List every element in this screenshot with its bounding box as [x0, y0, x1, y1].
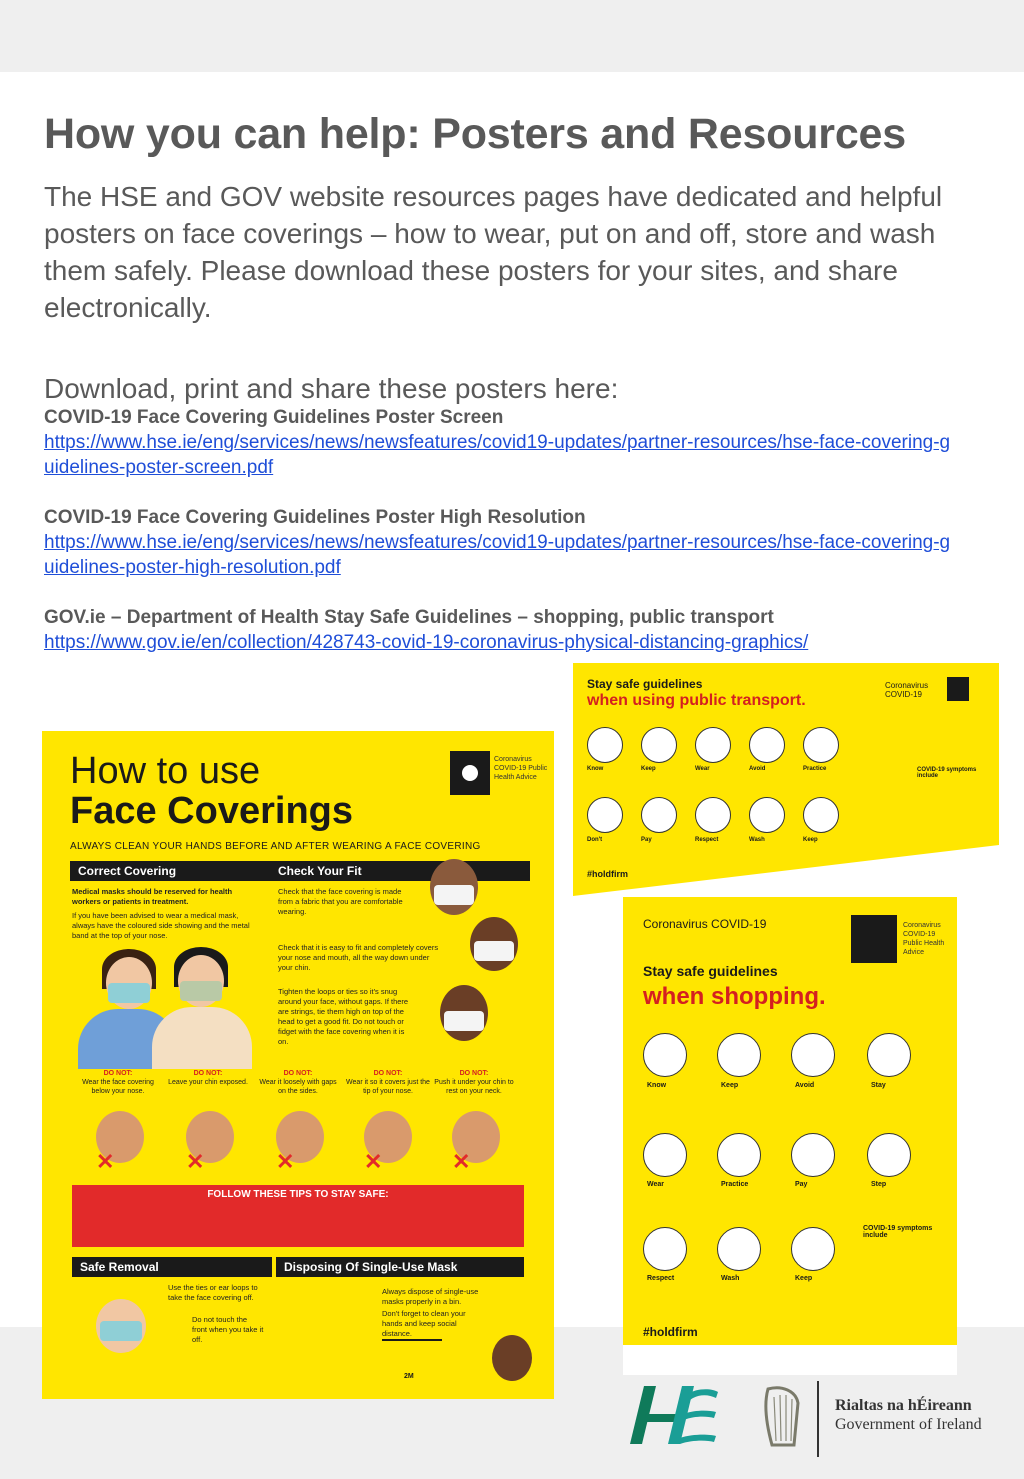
shopping-poster	[623, 897, 957, 1375]
fit-tip-2: Check that it is easy to fit and completely covers your nose and mouth, all the way down under your chin.	[278, 943, 439, 972]
transport-label: Respect	[695, 837, 719, 843]
distance-icon	[867, 1033, 911, 1077]
face-mask	[108, 983, 150, 1003]
shopping-logo-text: Coronavirus COVID-19 Public Health Advice	[903, 922, 945, 956]
poster-title-line1: How to use	[70, 750, 261, 792]
hse-logo-icon	[622, 1380, 722, 1452]
fit-tip-3: Tighten the loops or ties so it's snug around your face, without gaps. If there are strings, tie them high on top of the head to get a good fit. Do not touch or fidget with the face covering when it is on.	[278, 987, 409, 1046]
cross-icon: ✕	[364, 1149, 383, 1174]
face-coverings-poster	[42, 731, 554, 1399]
face-mask	[180, 981, 222, 1001]
figure-body	[152, 1007, 252, 1069]
transport-label: Practice	[803, 766, 827, 772]
top-bar	[0, 0, 1024, 72]
public-transport-poster	[573, 663, 999, 896]
shopping-title-1: Stay safe guidelines	[643, 963, 778, 979]
transport-symptoms: COVID-19 symptoms include	[917, 767, 977, 779]
shopping-label: Know	[647, 1082, 667, 1089]
crowd-icon	[791, 1033, 835, 1077]
main-content	[44, 108, 994, 655]
transport-label: Avoid	[749, 766, 766, 772]
card-payment-icon	[643, 1227, 687, 1271]
page-title: How you can help: Posters and Resources	[44, 110, 906, 158]
poster-footer-band	[623, 1345, 957, 1375]
disposing-bar: Disposing Of Single-Use Mask	[276, 1257, 524, 1277]
thermometer-icon	[587, 727, 623, 763]
respect-icon	[695, 797, 731, 833]
download-heading: Download, print and share these posters here:	[44, 373, 619, 404]
transport-label: Wash	[749, 837, 765, 843]
removal-text-1: Use the ties or ear loops to take the face covering off.	[168, 1283, 258, 1302]
shopping-hashtag: #holdfirm	[643, 1325, 698, 1339]
no-touch-icon	[749, 727, 785, 763]
covid-virus-icon	[450, 751, 490, 795]
poster-logo-text: Coronavirus COVID-19 Public Health Advice	[494, 756, 548, 781]
resource-link-high-res[interactable]: https://www.hse.ie/eng/services/news/newsfeatures/covid19-updates/partner-resources/hse-face-covering-guidelines-poster-high-resolution.pdf	[44, 532, 951, 578]
dispose-text-2: Don't forget to clean your hands and keep social distance.	[382, 1309, 466, 1338]
shopping-label: Wear	[647, 1181, 664, 1188]
face-mask	[444, 1011, 484, 1031]
distance-label: 2M	[404, 1373, 414, 1380]
transport-title-2: when using public transport.	[587, 692, 806, 709]
resource-link-gov[interactable]: https://www.gov.ie/en/collection/428743-covid-19-coronavirus-physical-distancing-graphics/	[44, 632, 809, 653]
hand-wash-icon	[749, 797, 785, 833]
cross-icon: ✕	[186, 1149, 205, 1174]
transport-hashtag: #holdfirm	[587, 869, 629, 879]
shopping-label: Respect	[647, 1275, 675, 1282]
face-mask-icon	[643, 1133, 687, 1177]
poster-title-line2: Face Coverings	[70, 790, 353, 832]
shopping-label: Wash	[721, 1275, 740, 1282]
shopping-label: Avoid	[795, 1082, 815, 1089]
check-fit-bar: Check Your Fit	[270, 861, 530, 881]
cross-icon: ✕	[276, 1149, 295, 1174]
transport-label: Pay	[641, 837, 652, 843]
medical-advice: If you have been advised to wear a medical mask, always have the coloured side showing and the metal band at the top of your nose.	[72, 911, 250, 940]
shopping-title-2: when shopping.	[643, 983, 826, 1010]
distance-line	[382, 1339, 442, 1341]
shopping-label: Pay	[795, 1181, 808, 1188]
face-mask	[100, 1321, 142, 1341]
removal-text-2: Do not touch the front when you take it off.	[192, 1315, 264, 1344]
shopping-header: Coronavirus COVID-19	[643, 917, 767, 931]
cross-icon: ✕	[96, 1149, 115, 1174]
distance-icon	[641, 727, 677, 763]
resource-title-gov: GOV.ie – Department of Health Stay Safe Guidelines – shopping, public transport	[44, 607, 774, 628]
shopping-label: Practice	[721, 1181, 749, 1188]
thermometer-icon	[643, 1033, 687, 1077]
donot-item: DO NOT: Wear the face covering below your nose.	[82, 1070, 154, 1095]
figure-face	[492, 1335, 532, 1381]
notebook-icon	[803, 797, 839, 833]
donot-item: DO NOT: Push it under your chin to rest on your neck.	[434, 1070, 514, 1095]
poster-footer-band	[573, 845, 999, 896]
notebook-icon	[791, 1227, 835, 1271]
poster-always-line: ALWAYS CLEAN YOUR HANDS BEFORE AND AFTER WEARING A FACE COVERING	[70, 841, 481, 852]
hand-wash-icon	[717, 1227, 761, 1271]
no-face-touch-icon	[587, 797, 623, 833]
intro-paragraph: The HSE and GOV website resources pages have dedicated and helpful posters on face coverings – how to wear, put on and off, store and wash them safely. Please download these posters for your sites, and share electronically.	[44, 181, 943, 323]
shopping-label: Keep	[795, 1275, 813, 1282]
safe-removal-bar: Safe Removal	[72, 1257, 272, 1277]
cough-icon	[803, 727, 839, 763]
shopping-symptoms: COVID-19 symptoms include	[863, 1225, 933, 1239]
respect-icon	[791, 1133, 835, 1177]
resource-title-screen: COVID-19 Face Covering Guidelines Poster Screen	[44, 407, 504, 428]
transport-label: Don't	[587, 837, 603, 843]
transport-label: Know	[587, 766, 604, 772]
card-payment-icon	[641, 797, 677, 833]
transport-label: Keep	[641, 766, 656, 772]
cough-icon	[717, 1133, 761, 1177]
donot-item: DO NOT: Wear it loosely with gaps on the sides.	[259, 1070, 337, 1095]
step-aside-icon	[867, 1133, 911, 1177]
resource-title-high-res: COVID-19 Face Covering Guidelines Poster High Resolution	[44, 507, 586, 528]
shopping-label: Keep	[721, 1082, 739, 1089]
gov-name-english: Government of Ireland	[835, 1416, 982, 1433]
transport-label: Wear	[695, 766, 710, 772]
correct-covering-bar: Correct Covering	[70, 861, 270, 881]
covid-virus-icon	[947, 677, 969, 701]
transport-label: Keep	[803, 837, 818, 843]
shopping-label: Step	[871, 1181, 887, 1188]
tips-panel	[72, 1185, 524, 1247]
resource-link-screen[interactable]: https://www.hse.ie/eng/services/news/newsfeatures/covid19-updates/partner-resources/hse-face-covering-guidelines-poster-screen.pdf	[44, 432, 951, 478]
donot-item: DO NOT: Leave your chin exposed.	[168, 1070, 248, 1086]
face-mask	[474, 941, 514, 961]
transport-logo-text: Coronavirus COVID-19	[885, 681, 929, 699]
medical-note: Medical masks should be reserved for health workers or patients in treatment.	[72, 887, 233, 906]
tips-title: FOLLOW THESE TIPS TO STAY SAFE:	[207, 1189, 389, 1200]
donot-item: DO NOT: Wear it so it covers just the tip of your nose.	[346, 1070, 430, 1095]
fit-tip-1: Check that the face covering is made from a fabric that you are comfortable wearing.	[278, 887, 403, 916]
cross-icon: ✕	[452, 1149, 471, 1174]
transport-title-1: Stay safe guidelines	[587, 677, 703, 691]
gov-name-irish: Rialtas na hÉireann	[835, 1397, 972, 1414]
covid-virus-icon	[851, 915, 897, 963]
stopwatch-icon	[717, 1033, 761, 1077]
shopping-label: Stay	[871, 1082, 886, 1089]
harp-icon	[760, 1383, 804, 1449]
face-mask-icon	[695, 727, 731, 763]
logo-divider	[817, 1381, 819, 1457]
dispose-text-1: Always dispose of single-use masks properly in a bin.	[382, 1287, 479, 1306]
face-mask	[434, 885, 474, 905]
